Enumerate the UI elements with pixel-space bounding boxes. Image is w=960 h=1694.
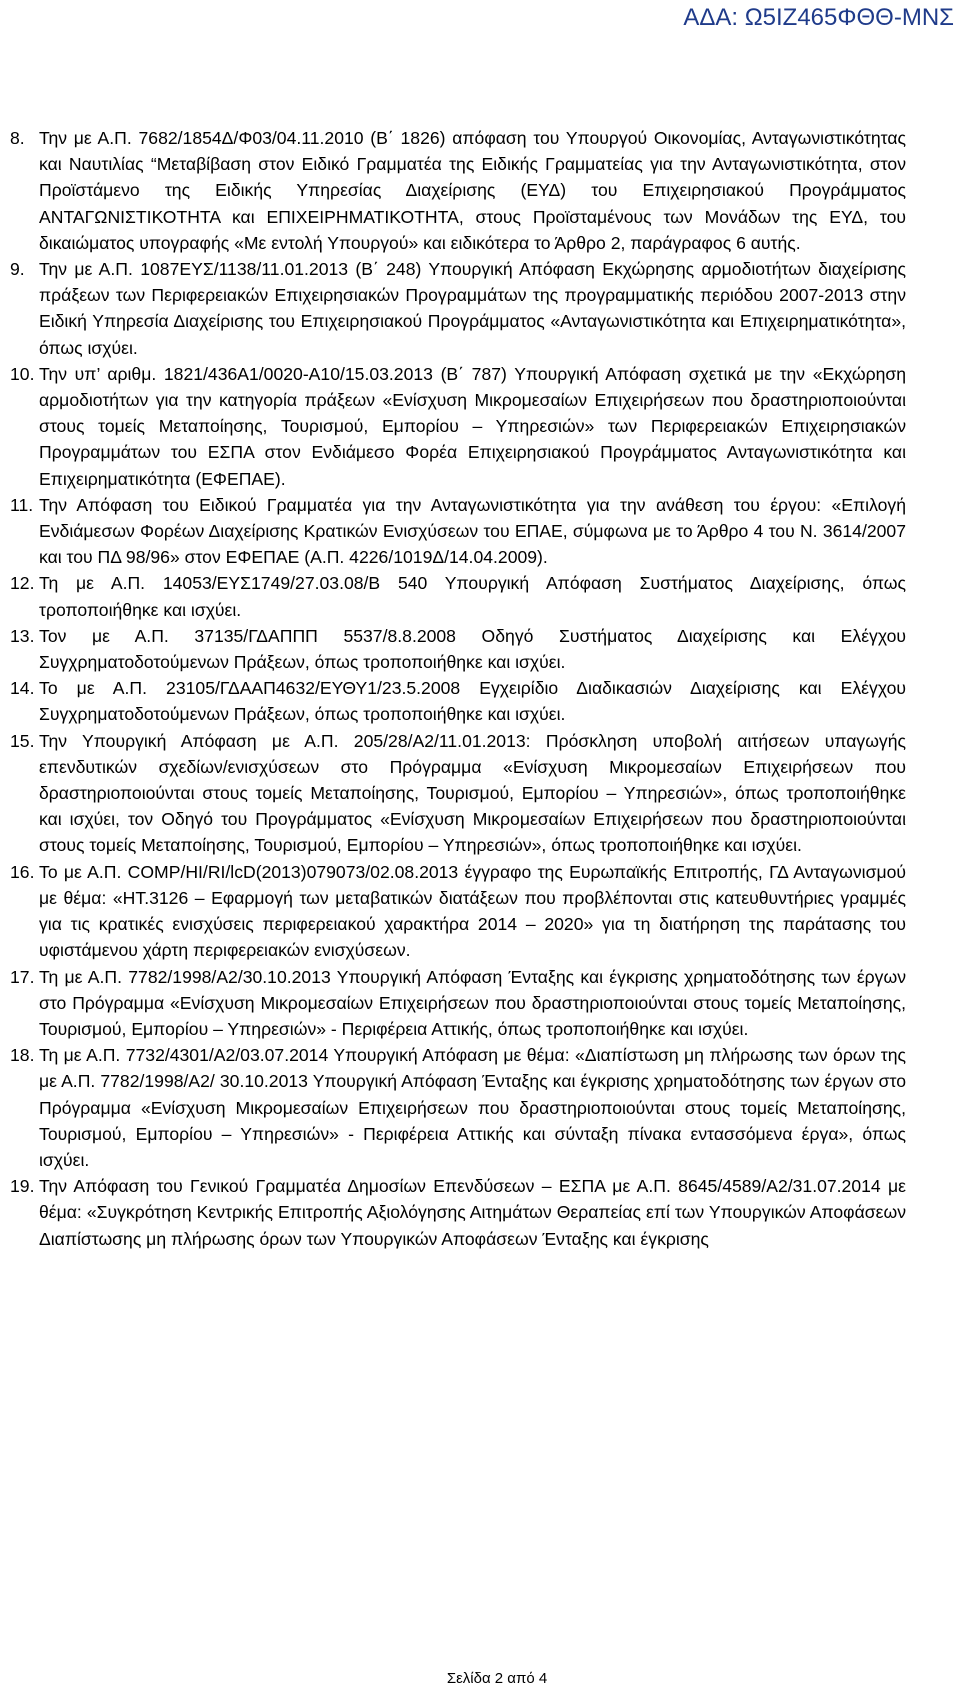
item-text: Την Απόφαση του Ειδικού Γραμματέα για την Ανταγωνιστικότητα για την ανάθεση του έργου: «Επιλογή Ενδιάμεσων Φορέων Διαχείρισης Κρατικών Ενισχύσεων του ΕΠΑΕ, σύμφωνα με το Άρθρο 4 του Ν. 3614/2007 και του ΠΔ 98/96» στον ΕΦΕΠΑΕ (Α.Π. 4226/1019Δ/14.04.2009).: [39, 494, 906, 568]
item-text: Την με Α.Π. 7682/1854Δ/Φ03/04.11.2010 (Β΄ 1826) απόφαση του Υπουργού Οικονομίας, Ανταγωνιστικότητας και Ναυτιλίας “Μεταβίβαση στον Ειδικό Γραμματέα της Ειδικής Γραμματείας για την Ανταγωνιστικότητα, στον Προϊστάμενο της Ειδικής Υπηρεσίας Διαχείρισης (ΕΥΔ) του Επιχειρησιακού Προγράμματος ΑΝΤΑΓΩΝΙΣΤΙΚΟΤΗΤΑ και ΕΠΙΧΕΙΡΗΜΑΤΙΚΟΤΗΤΑ, στους Προϊσταμένους των Μονάδων της ΕΥΔ, του δικαιώματος υπογραφής «Με εντολή Υπουργού» και ειδικότερα το Άρθρο 2, παράγραφος 6 αυτής.: [39, 128, 906, 253]
list-item: [10, 675, 906, 727]
item-number: 18.: [10, 1045, 35, 1066]
item-text: Τη με Α.Π. 7732/4301/Α2/03.07.2014 Υπουργική Απόφαση με θέμα: «Διαπίστωση μη πλήρωσης των όρων της με Α.Π. 7782/1998/Α2/ 30.10.2013 Υπουργική Απόφαση Ένταξης και έγκρισης χρηματοδότησης των έργων στο Πρόγραμμα «Ενίσχυση Μικρομεσαίων Επιχειρήσεων που δραστηριοποιούνται στους τομείς Μεταποίησης, Τουρισμού, Εμπορίου – Υπηρεσιών» - Περιφέρεια Αττικής και σύνταξη πίνακα εντασσόμενα έργα», όπως ισχύει.: [39, 1045, 906, 1170]
list-item: [10, 623, 906, 675]
item-number: 17.: [10, 966, 35, 987]
list-item: [10, 570, 906, 622]
list-item: [10, 1042, 906, 1173]
list-item: [10, 728, 906, 859]
item-number: 8.: [10, 128, 25, 148]
item-number: 9.: [10, 259, 25, 280]
item-number: 16.: [10, 861, 35, 882]
item-number: 11.: [10, 494, 34, 515]
item-text: Την υπ’ αριθμ. 1821/436Α1/0020-Α10/15.03.2013 (Β΄ 787) Υπουργική Απόφαση σχετικά με την «Εκχώρηση αρμοδιοτήτων για την κατηγορία πράξεων «Ενίσχυση Μικρομεσαίων Επιχειρήσεων που δραστηριοποιούνται στους τομείς Μεταποίησης, Τουρισμού, Εμπορίου – Υπηρεσιών» των Περιφερειακών Επιχειρησιακών Προγραμμάτων του ΕΣΠΑ στον Ενδιάμεσο Φορέα Επιχειρησιακού Προγράμματος Ανταγωνιστικότητα και Επιχειρηματικότητα (ΕΦΕΠΑΕ).: [39, 363, 906, 489]
item-text: Την Υπουργική Απόφαση με Α.Π. 205/28/Α2/11.01.2013: Πρόσκληση υποβολή αιτήσεων υπαγωγής επενδυτικών σχεδίων/ενισχύσεων στο Πρόγραμμα «Ενίσχυση Μικρομεσαίων Επιχειρήσεων που δραστηριοποιούνται στους τομείς Μεταποίησης, Τουρισμού, Εμπορίου – Υπηρεσιών», όπως τροποποιήθηκε και ισχύει, τον Οδηγό του Προγράμματος «Ενίσχυση Μικρομεσαίων Επιχειρήσεων που δραστηριοποιούνται στους τομείς Μεταποίησης, Τουρισμού, Εμπορίου – Υπηρεσιών», όπως τροποποιήθηκε και ισχύει.: [39, 730, 906, 856]
list-item: [10, 125, 906, 256]
page-number: Σελίδα 2 από 4: [446, 1670, 548, 1687]
item-text: Την Απόφαση του Γενικού Γραμματέα Δημοσίων Επενδύσεων – ΕΣΠΑ με Α.Π. 8645/4589/Α2/31.07.2014 με θέμα: «Συγκρότηση Κεντρικής Επιτροπής Αξιολόγησης Αιτημάτων Θεραπείας επί των Υπουργικών Αποφάσεων Διαπίστωσης μη πλήρωσης όρων των Υπουργικών Αποφάσεων Ένταξης και έγκρισης: [39, 1176, 906, 1249]
list-item: [10, 256, 906, 361]
item-number: 13.: [10, 625, 35, 646]
list-item: [10, 492, 906, 571]
ada-code: ΑΔΑ: Ω5ΙΖ465ΦΘΘ-ΜΝΣ: [683, 4, 954, 31]
item-number: 10.: [10, 363, 35, 384]
item-text: Τον με Α.Π. 37135/ΓΔΑΠΠΠ 5537/8.8.2008 Οδηγό Συστήματος Διαχείρισης και Ελέγχου Συγχρηματοδοτούμενων Πράξεων, όπως τροποποιήθηκε και ισχύει.: [39, 625, 906, 673]
page-footer: [0, 1670, 960, 1687]
item-text: Το με Α.Π. COMP/HI/RI/lcD(2013)079073/02.08.2013 έγγραφο της Ευρωπαϊκής Επιτροπής, ΓΔ Ανταγωνισμού με θέμα: «ΗΤ.3126 – Εφαρμογή των μεταβατικών διατάξεων που προβλέπονται στις κατευθυντήριες γραμμές για τις κρατικές ενισχύσεις περιφερειακού χαρακτήρα 2014 – 2020» για τη διατήρηση της παράτασης του υφιστάμενου χάρτη περιφερειακών ενισχύσεων.: [39, 861, 906, 961]
item-number: 12.: [10, 573, 35, 594]
item-number: 14.: [10, 678, 35, 699]
list-item: [10, 964, 906, 1043]
item-text: Τη με Α.Π. 7782/1998/Α2/30.10.2013 Υπουργική Απόφαση Ένταξης και έγκρισης χρηματοδότησης των έργων στο Πρόγραμμα «Ενίσχυση Μικρομεσαίων Επιχειρήσεων που δραστηριοποιούνται στους τομείς Μεταποίησης, Τουρισμού, Εμπορίου – Υπηρεσιών» - Περιφέρεια Αττικής, όπως τροποποιήθηκε και ισχύει.: [39, 966, 906, 1039]
item-text: Την με Α.Π. 1087ΕΥΣ/1138/11.01.2013 (Β΄ 248) Υπουργική Απόφαση Εκχώρησης αρμοδιοτήτων διαχείρισης πράξεων των Περιφερειακών Επιχειρησιακών Προγραμμάτων της προγραμματικής περιόδου 2007-2013 στην Ειδική Υπηρεσία Διαχείρισης του Επιχειρησιακού Προγράμματος «Ανταγωνιστικότητα και Επιχειρηματικότητα», όπως ισχύει.: [39, 259, 906, 358]
legal-basis-list: [10, 125, 906, 1252]
list-item: [10, 1173, 906, 1252]
item-number: 15.: [10, 730, 35, 751]
list-item: [10, 361, 906, 492]
list-item: [10, 859, 906, 964]
item-number: 19.: [10, 1176, 35, 1197]
item-text: Τη με Α.Π. 14053/ΕΥΣ1749/27.03.08/Β 540 Υπουργική Απόφαση Συστήματος Διαχείρισης, όπως τροποποιήθηκε και ισχύει.: [39, 573, 906, 620]
item-text: Το με Α.Π. 23105/ΓΔΑΑΠ4632/ΕΥΘΥ1/23.5.2008 Εγχειρίδιο Διαδικασιών Διαχείρισης και Ελέγχου Συγχρηματοδοτούμενων Πράξεων, όπως τροποποιήθηκε και ισχύει.: [39, 678, 906, 725]
document-body: [10, 125, 906, 1252]
